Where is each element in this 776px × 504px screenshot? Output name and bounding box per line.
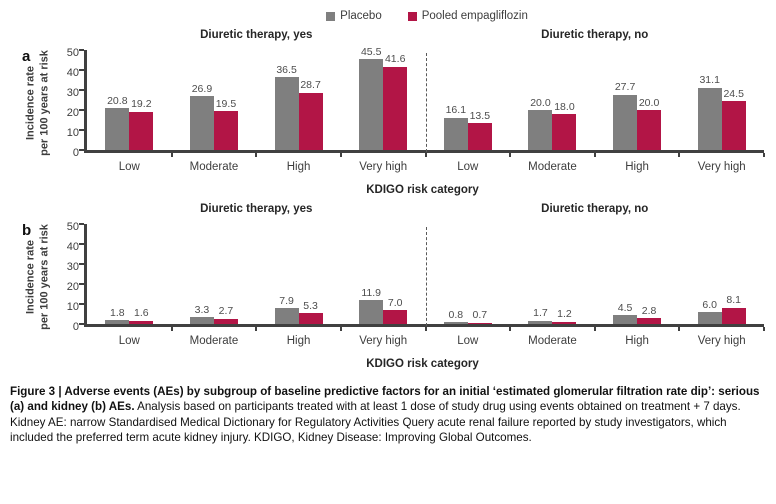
bar-group bbox=[613, 301, 661, 324]
bar-value-label: 24.5 bbox=[723, 87, 744, 100]
section-diuretic-yes bbox=[87, 203, 426, 347]
panel-label-b: b bbox=[22, 222, 32, 239]
bar-value-label: 11.9 bbox=[361, 286, 382, 299]
category-label: Low bbox=[118, 335, 140, 347]
category-cell bbox=[87, 50, 172, 173]
bar-empagliflozin bbox=[722, 294, 746, 324]
y-tick-mark bbox=[79, 303, 84, 305]
category-label: Very high bbox=[359, 335, 408, 347]
category-label: High bbox=[625, 161, 649, 173]
bar-value-label: 2.7 bbox=[218, 305, 234, 318]
bar-empagliflozin bbox=[468, 309, 492, 324]
empagliflozin-swatch-icon bbox=[408, 12, 417, 21]
bar-empagliflozin bbox=[637, 96, 661, 150]
bar-group bbox=[528, 96, 576, 150]
bar-group bbox=[275, 63, 323, 150]
y-tick-mark bbox=[79, 323, 84, 325]
category-label: Moderate bbox=[189, 161, 239, 173]
bar-group bbox=[359, 286, 407, 324]
y-tick-mark bbox=[79, 243, 84, 245]
y-tick-label: 20 bbox=[66, 281, 79, 293]
chart-legend bbox=[78, 0, 776, 22]
bar-value-label: 13.5 bbox=[469, 109, 491, 122]
bar-placebo bbox=[613, 301, 637, 324]
bar-value-label: 7.0 bbox=[387, 296, 403, 309]
category-label: Very high bbox=[697, 161, 746, 173]
category-cell bbox=[172, 50, 257, 173]
bar-value-label: 5.3 bbox=[303, 299, 318, 312]
category-cell bbox=[172, 224, 257, 347]
category-cell bbox=[510, 50, 595, 173]
bar-empagliflozin bbox=[552, 308, 576, 324]
y-tick-label: 40 bbox=[66, 241, 79, 253]
category-label: High bbox=[625, 335, 649, 347]
x-tick-mark bbox=[340, 153, 342, 157]
bar-placebo bbox=[528, 96, 552, 150]
bar-empagliflozin bbox=[383, 53, 407, 150]
y-tick-mark bbox=[79, 149, 84, 151]
bar-placebo bbox=[190, 303, 214, 324]
bar-empagliflozin bbox=[468, 109, 492, 150]
y-axis-tick-labels bbox=[56, 221, 84, 333]
y-axis-title-line: per 100 years at risk bbox=[38, 50, 50, 156]
bar-placebo bbox=[105, 94, 129, 150]
section-diuretic-no bbox=[426, 203, 765, 347]
x-tick-mark bbox=[509, 327, 511, 331]
bar-empagliflozin bbox=[214, 305, 238, 324]
legend-label-empagliflozin: Pooled empagliflozin bbox=[421, 10, 528, 22]
bar-empagliflozin bbox=[129, 98, 153, 150]
x-axis-title: KDIGO risk category bbox=[366, 358, 479, 370]
y-axis-tick-labels bbox=[56, 47, 84, 159]
bar-group bbox=[444, 104, 492, 150]
bar-placebo bbox=[698, 298, 722, 324]
bar-group bbox=[359, 45, 407, 150]
section-title: Diuretic therapy, yes bbox=[200, 203, 313, 215]
bar-placebo bbox=[528, 307, 552, 324]
y-tick-label: 20 bbox=[66, 107, 79, 119]
bar-value-label: 8.1 bbox=[726, 294, 741, 307]
bar-placebo bbox=[275, 63, 299, 150]
bar-group bbox=[105, 306, 153, 324]
bar-empagliflozin bbox=[383, 296, 407, 324]
x-tick-mark bbox=[594, 153, 596, 157]
y-tick-label: 10 bbox=[66, 127, 79, 139]
plot-area-a bbox=[84, 29, 764, 173]
bar-group bbox=[190, 82, 238, 150]
bar-value-label: 1.2 bbox=[557, 308, 572, 321]
panel-b-kidney-aes bbox=[0, 203, 776, 370]
bar-value-label: 36.5 bbox=[276, 63, 297, 76]
category-cell bbox=[679, 224, 764, 347]
bar-placebo bbox=[698, 74, 722, 150]
category-cell bbox=[87, 224, 172, 347]
bar-group bbox=[613, 81, 661, 150]
y-tick-label: 0 bbox=[72, 147, 79, 159]
bar-value-label: 45.5 bbox=[360, 45, 382, 58]
legend-item-placebo bbox=[326, 10, 382, 22]
bar-placebo bbox=[359, 286, 383, 324]
x-tick-mark bbox=[425, 327, 427, 331]
bar-value-label: 31.1 bbox=[699, 74, 720, 87]
caption-title: Figure 3 | Adverse events (AEs) by subgroup of baseline predictive factors for an initial ‘estimated glomerular filtration rate dip’: serious (a) and kidney (b) AEs. bbox=[10, 385, 760, 414]
section-title: Diuretic therapy, no bbox=[541, 29, 649, 41]
section-title: Diuretic therapy, yes bbox=[200, 29, 313, 41]
x-tick-mark bbox=[255, 153, 257, 157]
bar-value-label: 20.0 bbox=[638, 96, 660, 109]
category-cell bbox=[426, 224, 511, 347]
bar-group bbox=[698, 294, 746, 324]
y-axis-title-text bbox=[24, 224, 52, 330]
y-tick-label: 30 bbox=[66, 261, 79, 273]
y-axis-title bbox=[20, 224, 56, 330]
bar-value-label: 41.6 bbox=[384, 53, 406, 66]
bar-group bbox=[698, 74, 746, 150]
bar-value-label: 1.7 bbox=[533, 307, 548, 320]
placebo-swatch-icon bbox=[326, 12, 335, 21]
x-tick-mark bbox=[425, 153, 427, 157]
bar-placebo bbox=[359, 45, 383, 150]
category-cell bbox=[341, 45, 426, 173]
category-label: High bbox=[286, 161, 311, 173]
category-label: Moderate bbox=[528, 161, 577, 173]
panel-a-serious-aes bbox=[0, 29, 776, 196]
caption-body: Analysis based on participants treated with at least 1 dose of study drug using events obtained on treatment + 7 days. Kidney AE: narrow Standardised Medical Dictionary for Regulatory Activities Query acute renal failure reported by study investigators, which included the preferred term acute kidney injury. KDIGO, Kidney Disease: Improving Global Outcomes. bbox=[10, 400, 741, 445]
category-cell bbox=[595, 224, 680, 347]
y-tick-mark bbox=[79, 283, 84, 285]
panel-label-a: a bbox=[22, 48, 31, 65]
figure-caption bbox=[0, 384, 776, 446]
x-tick-mark bbox=[678, 327, 680, 331]
bar-empagliflozin bbox=[129, 307, 153, 324]
y-tick-label: 50 bbox=[66, 221, 79, 233]
bar-empagliflozin bbox=[299, 299, 323, 324]
x-tick-mark bbox=[509, 153, 511, 157]
bar-group bbox=[105, 94, 153, 150]
bar-value-label: 0.7 bbox=[472, 309, 488, 322]
y-axis-title-line: per 100 years at risk bbox=[38, 224, 50, 330]
bar-value-label: 3.3 bbox=[194, 303, 210, 316]
y-tick-label: 50 bbox=[66, 47, 79, 59]
category-label: Very high bbox=[697, 335, 746, 347]
x-tick-mark bbox=[678, 153, 680, 157]
y-tick-mark bbox=[79, 129, 84, 131]
plot-area-b bbox=[84, 203, 764, 347]
chart-row-a bbox=[0, 29, 764, 173]
category-cell bbox=[256, 50, 341, 173]
bar-empagliflozin bbox=[637, 304, 661, 324]
chart-row-b bbox=[0, 203, 764, 347]
y-tick-mark bbox=[79, 109, 84, 111]
bar-placebo bbox=[105, 306, 129, 324]
bar-empagliflozin bbox=[214, 97, 238, 150]
bar-group bbox=[444, 308, 492, 324]
y-tick-label: 30 bbox=[66, 87, 79, 99]
category-cell bbox=[256, 224, 341, 347]
y-tick-label: 40 bbox=[66, 67, 79, 79]
bar-value-label: 18.0 bbox=[554, 100, 575, 113]
category-cell bbox=[679, 50, 764, 173]
bar-placebo bbox=[613, 81, 637, 150]
bar-value-label: 28.7 bbox=[300, 79, 321, 92]
bar-value-label: 19.5 bbox=[215, 97, 237, 110]
section-diuretic-no bbox=[426, 29, 765, 173]
x-tick-mark bbox=[763, 153, 765, 157]
bar-placebo bbox=[275, 294, 299, 324]
y-axis-title bbox=[20, 50, 56, 156]
section-diuretic-yes bbox=[87, 29, 426, 173]
bar-value-label: 2.8 bbox=[641, 304, 657, 317]
y-axis-title-line: Incidence rate bbox=[24, 66, 37, 140]
bar-value-label: 1.8 bbox=[110, 306, 125, 319]
bar-value-label: 7.9 bbox=[279, 294, 294, 307]
category-label: Moderate bbox=[189, 335, 239, 347]
bar-value-label: 1.6 bbox=[134, 307, 149, 320]
y-tick-label: 10 bbox=[66, 301, 79, 313]
category-label: Very high bbox=[359, 161, 408, 173]
bar-value-label: 19.2 bbox=[131, 98, 152, 111]
bar-empagliflozin bbox=[299, 79, 323, 150]
bar-group bbox=[190, 303, 238, 324]
bar-placebo bbox=[444, 308, 468, 324]
bar-value-label: 6.0 bbox=[702, 298, 717, 311]
legend-item-empagliflozin bbox=[408, 10, 528, 22]
bar-value-label: 16.1 bbox=[445, 104, 467, 117]
y-tick-mark bbox=[79, 69, 84, 71]
bar-group bbox=[275, 294, 323, 324]
category-label: High bbox=[286, 335, 311, 347]
x-tick-mark bbox=[340, 327, 342, 331]
y-tick-mark bbox=[79, 89, 84, 91]
y-axis-title-text bbox=[24, 50, 52, 156]
x-tick-mark bbox=[594, 327, 596, 331]
x-tick-mark bbox=[255, 327, 257, 331]
category-label: Low bbox=[457, 335, 479, 347]
bar-empagliflozin bbox=[552, 100, 576, 150]
bar-value-label: 27.7 bbox=[614, 81, 636, 94]
bar-value-label: 20.8 bbox=[107, 94, 128, 107]
x-tick-mark bbox=[171, 327, 173, 331]
bar-placebo bbox=[444, 104, 468, 150]
y-tick-mark bbox=[79, 223, 84, 225]
bar-value-label: 20.0 bbox=[530, 96, 551, 109]
x-tick-mark bbox=[171, 153, 173, 157]
legend-label-placebo: Placebo bbox=[340, 10, 382, 22]
bar-group bbox=[528, 307, 576, 324]
y-tick-label: 0 bbox=[72, 321, 79, 333]
y-axis-title-line: Incidence rate bbox=[24, 240, 37, 314]
category-cell bbox=[595, 50, 680, 173]
section-title: Diuretic therapy, no bbox=[541, 203, 649, 215]
x-tick-mark bbox=[763, 327, 765, 331]
category-label: Low bbox=[118, 161, 140, 173]
y-tick-mark bbox=[79, 49, 84, 51]
y-tick-mark bbox=[79, 263, 84, 265]
category-cell bbox=[341, 224, 426, 347]
bar-value-label: 26.9 bbox=[191, 82, 213, 95]
category-label: Moderate bbox=[528, 335, 577, 347]
x-axis-title: KDIGO risk category bbox=[366, 184, 479, 196]
bar-value-label: 4.5 bbox=[617, 301, 633, 314]
category-cell bbox=[510, 224, 595, 347]
bar-placebo bbox=[190, 82, 214, 150]
category-label: Low bbox=[457, 161, 479, 173]
bar-empagliflozin bbox=[722, 87, 746, 150]
bar-value-label: 0.8 bbox=[448, 308, 464, 321]
category-cell bbox=[426, 50, 511, 173]
